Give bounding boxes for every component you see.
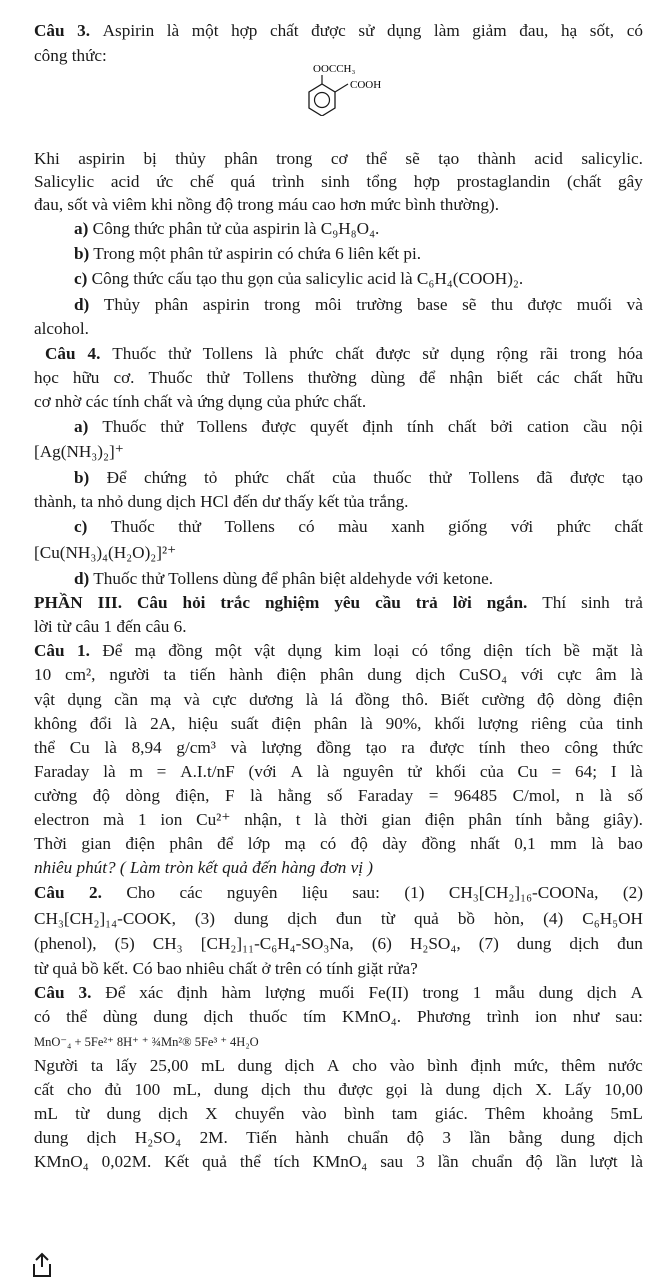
q4-line-2: học hữu cơ. Thuốc thử Tollens thường dùng để nhận biết các chất hữu	[34, 368, 643, 387]
s3-line-5: mL từ dung dịch X chuyển vào bình tam giác. Thêm khoảng 5mL	[34, 1104, 643, 1123]
s3-line-3: Người ta lấy 25,00 mL dung dịch A cho vào bình định mức, thêm nước	[34, 1056, 643, 1075]
s1-line-2: 10 cm², người ta tiến hành điện phân dung dịch CuSO₄ với cực âm là	[34, 665, 643, 684]
q3-option-c: c) Công thức cấu tạo thu gọn của salicylic acid là C₆H₄(COOH)₂.	[74, 269, 524, 288]
q4-option-c-formula: [Cu(NH₃)₄(H₂O)₂]²⁺	[34, 543, 177, 562]
q4-option-b: b) Để chứng tỏ phức chất của thuốc thử Tollens đã được tạo	[74, 468, 643, 487]
q3-line-5: đau, sốt và viêm khi nồng độ trong máu cao hơn mức bình thường).	[34, 195, 499, 214]
s1-line-9: Thời gian điện phân để lớp mạ có độ dày đồng nhất 0,1 mm là bao	[34, 834, 643, 853]
s3-line-7: KMnO₄ 0,02M. Kết quả thể tích KMnO₄ sau 3 lần chuẩn độ lần lượt là	[34, 1152, 643, 1171]
q3-option-a: a) Công thức phân tử của aspirin là C₉H₈O₄.	[74, 219, 380, 238]
share-icon[interactable]	[30, 1252, 54, 1278]
s3-line-6: dung dịch H₂SO₄ 2M. Tiến hành chuẩn độ 3 lần bằng dung dịch	[34, 1128, 643, 1147]
q4-option-c: c) Thuốc thử Tollens có màu xanh giống với phức chất	[74, 517, 643, 536]
s3-line-4: cất cho đủ 100 mL, dung dịch thu được gọi là dung dịch X. Lấy 10,00	[34, 1080, 643, 1099]
s1-line-4: không đổi là 2A, hiệu suất điện phân là 90%, khối lượng riêng của tinh	[34, 714, 643, 733]
struct-cooh: COOH	[350, 79, 382, 91]
q4-line-3: cơ nhờ các tính chất và ứng dụng của phức chất.	[34, 392, 367, 411]
s1-line-6: Faraday là m = A.I.t/nF (với A là nguyên tử khối của Cu = 64; I là	[34, 762, 643, 781]
s2-line-4: từ quả bồ kết. Có bao nhiêu chất ở trên có tính giặt rửa?	[34, 959, 418, 978]
s3-line-2: có thể dùng dung dịch thuốc tím KMnO₄. Phương trình ion như sau:	[34, 1007, 643, 1026]
part3-heading: PHẦN III. Câu hỏi trắc nghiệm yêu cầu trả lời ngắn. Thí sinh trả	[34, 593, 643, 612]
aspirin-structure	[280, 60, 420, 116]
s3-line-1: Câu 3. Để xác định hàm lượng muối Fe(II) trong 1 mẫu dung dịch A	[34, 983, 643, 1002]
part3-heading-cont: lời từ câu 1 đến câu 6.	[34, 617, 187, 636]
q3-option-d-cont: alcohol.	[34, 319, 89, 338]
q3-line-1: Câu 3. Aspirin là một hợp chất được sử dụng làm giảm đau, hạ sốt, có	[34, 21, 643, 40]
s1-line-8: electron mà 1 ion Cu²⁺ nhận, t là thời gian điện phân tính bằng giây).	[34, 810, 643, 829]
q4-option-b-cont: thành, ta nhỏ dung dịch HCl đến dư thấy kết tủa trắng.	[34, 492, 409, 511]
q4-option-a-formula: [Ag(NH₃)₂]⁺	[34, 442, 124, 461]
struct-oocch3: OOCCH₃	[313, 63, 356, 75]
q3-option-d: d) Thủy phân aspirin trong môi trường base sẽ thu được muối và	[74, 295, 643, 314]
q4-option-d: d) Thuốc thử Tollens dùng để phân biệt aldehyde với ketone.	[74, 569, 493, 588]
s1-line-7: cường độ dòng điện, F là hằng số Faraday = 96485 C/mol, n là số	[34, 786, 643, 805]
q4-option-a: a) Thuốc thử Tollens được quyết định tính chất bởi cation cầu nội	[74, 417, 643, 436]
s2-line-3: (phenol), (5) CH₃ [CH₂]₁₁-C₆H₄-SO₃Na, (6) H₂SO₄, (7) dung dịch đun	[34, 934, 643, 953]
s1-line-3: vật dụng cần mạ và cực dương là lá đồng thô. Biết cường độ dòng điện	[34, 690, 643, 709]
s3-ion-equation: MnO⁻₄ + 5Fe²⁺ 8H⁺ ⁺ ¾Mn²® 5Fe³ ⁺ 4H₂O	[34, 1035, 259, 1049]
s2-line-2: CH₃[CH₂]₁₄-COOK, (3) dung dịch đun từ quả bồ hòn, (4) C₆H₅OH	[34, 909, 643, 928]
q3-line-3: Khi aspirin bị thủy phân trong cơ thể sẽ tạo thành acid salicylic.	[34, 149, 643, 168]
q4-line-1: Câu 4. Thuốc thử Tollens là phức chất được sử dụng rộng rãi trong hóa	[45, 344, 643, 363]
q3-line-2: công thức:	[34, 46, 107, 65]
q3-line-4: Salicylic acid ức chế quá trình sinh tổng hợp prostaglandin (chất gây	[34, 172, 643, 191]
s1-line-5: thể Cu là 8,94 g/cm³ và lượng đồng tạo ra được tính theo công thức	[34, 738, 643, 757]
s2-line-1: Câu 2. Cho các nguyên liệu sau: (1) CH₃[CH₂]₁₆-COONa, (2)	[34, 883, 643, 902]
s1-line-10: nhiêu phút? ( Làm tròn kết quả đến hàng đơn vị )	[34, 858, 374, 877]
s1-line-1: Câu 1. Để mạ đồng một vật dụng kim loại có tổng diện tích bề mặt là	[34, 641, 643, 660]
q3-option-b: b) Trong một phân tử aspirin có chứa 6 liên kết pi.	[74, 244, 422, 263]
